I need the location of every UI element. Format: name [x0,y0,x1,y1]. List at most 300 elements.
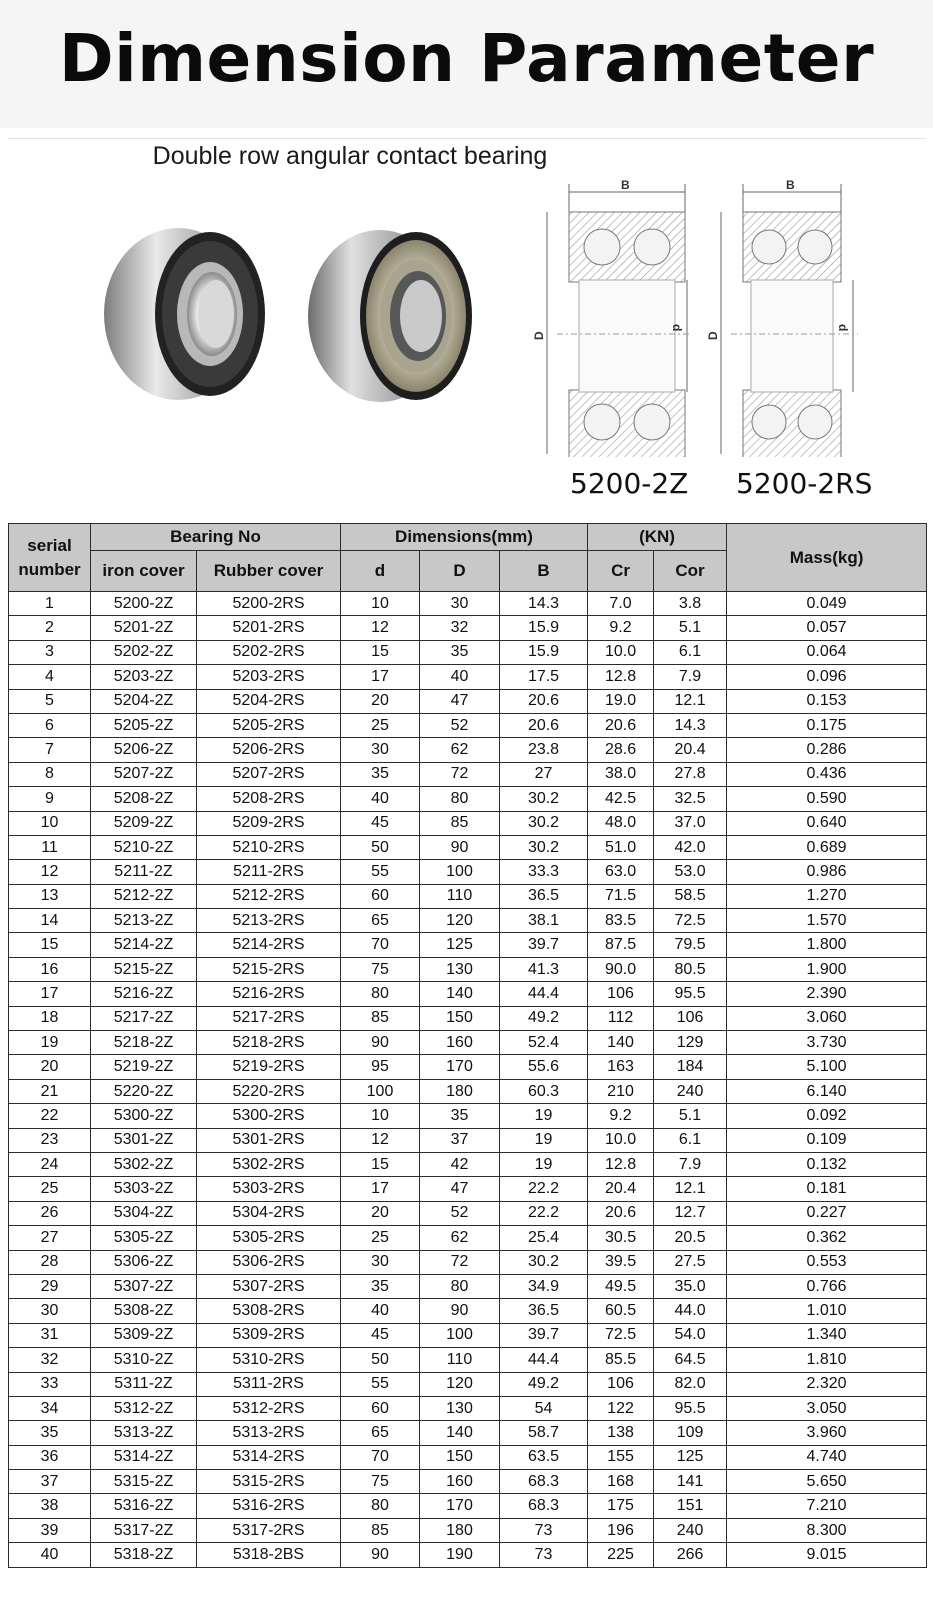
mass-cell: 0.362 [727,1226,927,1250]
rubber-cover-cell: 5210-2RS [197,835,341,859]
iron-cover-cell: 5206-2Z [91,738,197,762]
cr-cell: 28.6 [588,738,654,762]
bore-cell: 65 [341,1421,420,1445]
table-row [9,1348,927,1372]
bore-cell: 15 [341,640,420,664]
rubber-cover-cell: 5218-2RS [197,1031,341,1055]
mass-cell: 8.300 [727,1518,927,1542]
table-row [9,1079,927,1103]
iron-cover-cell: 5307-2Z [91,1274,197,1298]
width-cell: 20.6 [500,689,588,713]
header-bearing-no: Bearing No [91,524,341,551]
width-cell: 30.2 [500,835,588,859]
width-label-b: B [621,178,630,192]
serial-cell: 30 [9,1299,91,1323]
header-mass: Mass(kg) [727,524,927,592]
cor-cell: 64.5 [654,1348,727,1372]
bore-cell: 80 [341,1494,420,1518]
outer-diameter-cell: 42 [420,1152,500,1176]
iron-cover-cell: 5203-2Z [91,665,197,689]
header-iron-cover: iron cover [91,551,197,592]
serial-cell: 25 [9,1177,91,1201]
outer-diameter-cell: 100 [420,1323,500,1347]
cr-cell: 106 [588,982,654,1006]
rubber-cover-cell: 5200-2RS [197,592,341,616]
model-label-2z: 5200-2Z [570,467,689,500]
outer-diameter-cell: 130 [420,1396,500,1420]
serial-cell: 15 [9,933,91,957]
rubber-cover-cell: 5311-2RS [197,1372,341,1396]
outer-diameter-cell: 72 [420,1250,500,1274]
bore-cell: 70 [341,1445,420,1469]
serial-cell: 34 [9,1396,91,1420]
header-outer-d: D [420,551,500,592]
rubber-cover-cell: 5305-2RS [197,1226,341,1250]
cr-cell: 20.6 [588,713,654,737]
cr-cell: 138 [588,1421,654,1445]
serial-cell: 36 [9,1445,91,1469]
mass-cell: 0.553 [727,1250,927,1274]
header-serial-number: serial number [9,524,91,592]
iron-cover-cell: 5303-2Z [91,1177,197,1201]
cr-cell: 9.2 [588,1104,654,1128]
width-cell: 58.7 [500,1421,588,1445]
serial-cell: 14 [9,909,91,933]
cr-cell: 12.8 [588,1152,654,1176]
inner-label-d: d [670,324,684,332]
width-cell: 54 [500,1396,588,1420]
serial-cell: 11 [9,835,91,859]
bore-cell: 85 [341,1518,420,1542]
cr-cell: 90.0 [588,957,654,981]
serial-cell: 26 [9,1201,91,1225]
width-cell: 73 [500,1518,588,1542]
bore-cell: 17 [341,1177,420,1201]
rubber-cover-cell: 5208-2RS [197,787,341,811]
table-row [9,592,927,616]
cor-cell: 125 [654,1445,727,1469]
width-cell: 55.6 [500,1055,588,1079]
outer-diameter-cell: 125 [420,933,500,957]
width-cell: 22.2 [500,1201,588,1225]
mass-cell: 0.286 [727,738,927,762]
width-cell: 23.8 [500,738,588,762]
cor-cell: 27.5 [654,1250,727,1274]
table-row [9,1177,927,1201]
serial-cell: 39 [9,1518,91,1542]
rubber-cover-cell: 5206-2RS [197,738,341,762]
mass-cell: 1.570 [727,909,927,933]
bore-cell: 60 [341,1396,420,1420]
mass-cell: 0.181 [727,1177,927,1201]
serial-cell: 37 [9,1470,91,1494]
header-bore-d: d [341,551,420,592]
table-body [9,592,927,1568]
cor-cell: 82.0 [654,1372,727,1396]
iron-cover-cell: 5217-2Z [91,1006,197,1030]
width-cell: 25.4 [500,1226,588,1250]
serial-cell: 6 [9,713,91,737]
cr-cell: 20.6 [588,1201,654,1225]
cr-cell: 71.5 [588,884,654,908]
outer-diameter-cell: 35 [420,1104,500,1128]
table-row [9,1274,927,1298]
mass-cell: 1.010 [727,1299,927,1323]
rubber-cover-cell: 5205-2RS [197,713,341,737]
outer-diameter-cell: 80 [420,787,500,811]
width-cell: 41.3 [500,957,588,981]
serial-cell: 5 [9,689,91,713]
outer-diameter-cell: 90 [420,1299,500,1323]
serial-cell: 17 [9,982,91,1006]
cor-cell: 20.5 [654,1226,727,1250]
cor-cell: 7.9 [654,665,727,689]
outer-diameter-cell: 140 [420,1421,500,1445]
header-width-b: B [500,551,588,592]
serial-cell: 8 [9,762,91,786]
serial-cell: 2 [9,616,91,640]
cor-cell: 42.0 [654,835,727,859]
cor-cell: 151 [654,1494,727,1518]
bearing-diagram-2z [527,172,697,457]
cr-cell: 20.4 [588,1177,654,1201]
rubber-cover-cell: 5217-2RS [197,1006,341,1030]
iron-cover-cell: 5314-2Z [91,1445,197,1469]
mass-cell: 0.109 [727,1128,927,1152]
serial-cell: 7 [9,738,91,762]
mass-cell: 0.057 [727,616,927,640]
iron-cover-cell: 5201-2Z [91,616,197,640]
outer-diameter-cell: 90 [420,835,500,859]
serial-cell: 38 [9,1494,91,1518]
serial-cell: 13 [9,884,91,908]
iron-cover-cell: 5207-2Z [91,762,197,786]
width-cell: 34.9 [500,1274,588,1298]
iron-cover-cell: 5211-2Z [91,860,197,884]
rubber-cover-cell: 5212-2RS [197,884,341,908]
width-cell: 49.2 [500,1372,588,1396]
serial-cell: 27 [9,1226,91,1250]
serial-cell: 4 [9,665,91,689]
iron-cover-cell: 5200-2Z [91,592,197,616]
table-row [9,1421,927,1445]
table-row [9,1470,927,1494]
outer-diameter-cell: 150 [420,1445,500,1469]
bore-cell: 10 [341,592,420,616]
serial-cell: 3 [9,640,91,664]
cor-cell: 6.1 [654,1128,727,1152]
width-cell: 52.4 [500,1031,588,1055]
mass-cell: 9.015 [727,1543,927,1567]
rubber-cover-cell: 5307-2RS [197,1274,341,1298]
product-subtitle: Double row angular contact bearing [152,142,548,170]
bearing-diagram-2rs [703,172,873,457]
cor-cell: 5.1 [654,1104,727,1128]
rubber-cover-cell: 5318-2BS [197,1543,341,1567]
cor-cell: 109 [654,1421,727,1445]
cr-cell: 10.0 [588,640,654,664]
serial-cell: 20 [9,1055,91,1079]
bore-cell: 80 [341,982,420,1006]
bore-cell: 40 [341,787,420,811]
iron-cover-cell: 5213-2Z [91,909,197,933]
width-cell: 19 [500,1152,588,1176]
mass-cell: 1.900 [727,957,927,981]
cor-cell: 129 [654,1031,727,1055]
serial-cell: 19 [9,1031,91,1055]
bore-cell: 100 [341,1079,420,1103]
cr-cell: 63.0 [588,860,654,884]
bore-cell: 45 [341,811,420,835]
mass-cell: 0.092 [727,1104,927,1128]
cor-cell: 44.0 [654,1299,727,1323]
width-label-b-2: B [786,178,795,192]
serial-cell: 40 [9,1543,91,1567]
width-cell: 68.3 [500,1470,588,1494]
bore-cell: 60 [341,884,420,908]
bore-cell: 12 [341,1128,420,1152]
table-row [9,1128,927,1152]
outer-diameter-cell: 47 [420,1177,500,1201]
bore-cell: 12 [341,616,420,640]
cor-cell: 32.5 [654,787,727,811]
bore-cell: 75 [341,957,420,981]
iron-cover-cell: 5313-2Z [91,1421,197,1445]
serial-cell: 16 [9,957,91,981]
cor-cell: 14.3 [654,713,727,737]
outer-diameter-cell: 170 [420,1494,500,1518]
iron-cover-cell: 5209-2Z [91,811,197,835]
outer-diameter-cell: 180 [420,1518,500,1542]
cr-cell: 122 [588,1396,654,1420]
outer-diameter-cell: 100 [420,860,500,884]
rubber-cover-cell: 5203-2RS [197,665,341,689]
cor-cell: 27.8 [654,762,727,786]
bore-cell: 75 [341,1470,420,1494]
serial-cell: 23 [9,1128,91,1152]
table-row [9,616,927,640]
width-cell: 27 [500,762,588,786]
bore-cell: 20 [341,1201,420,1225]
mass-cell: 0.640 [727,811,927,835]
iron-cover-cell: 5304-2Z [91,1201,197,1225]
table-row [9,1104,927,1128]
outer-diameter-cell: 35 [420,640,500,664]
cr-cell: 210 [588,1079,654,1103]
bore-cell: 90 [341,1543,420,1567]
width-cell: 63.5 [500,1445,588,1469]
bore-cell: 10 [341,1104,420,1128]
cor-cell: 37.0 [654,811,727,835]
cor-cell: 79.5 [654,933,727,957]
cor-cell: 12.1 [654,1177,727,1201]
rubber-cover-cell: 5301-2RS [197,1128,341,1152]
table-row [9,982,927,1006]
width-cell: 22.2 [500,1177,588,1201]
cr-cell: 175 [588,1494,654,1518]
bore-cell: 50 [341,1348,420,1372]
cor-cell: 141 [654,1470,727,1494]
table-row [9,1396,927,1420]
bore-cell: 45 [341,1323,420,1347]
iron-cover-cell: 5205-2Z [91,713,197,737]
cr-cell: 72.5 [588,1323,654,1347]
rubber-cover-cell: 5216-2RS [197,982,341,1006]
outer-diameter-cell: 32 [420,616,500,640]
header-cr: Cr [588,551,654,592]
outer-diameter-cell: 130 [420,957,500,981]
outer-label-d: D [532,331,546,340]
cr-cell: 38.0 [588,762,654,786]
width-cell: 14.3 [500,592,588,616]
mass-cell: 0.096 [727,665,927,689]
table-row [9,957,927,981]
rubber-cover-cell: 5213-2RS [197,909,341,933]
iron-shield-bearing-image [300,220,480,410]
cor-cell: 72.5 [654,909,727,933]
iron-cover-cell: 5308-2Z [91,1299,197,1323]
serial-cell: 21 [9,1079,91,1103]
table-row [9,1006,927,1030]
rubber-seal-bearing-image [100,220,270,405]
bore-cell: 20 [341,689,420,713]
mass-cell: 0.436 [727,762,927,786]
iron-cover-cell: 5300-2Z [91,1104,197,1128]
cr-cell: 42.5 [588,787,654,811]
width-cell: 39.7 [500,1323,588,1347]
table-row [9,1226,927,1250]
cr-cell: 60.5 [588,1299,654,1323]
rubber-cover-cell: 5308-2RS [197,1299,341,1323]
iron-cover-cell: 5218-2Z [91,1031,197,1055]
rubber-cover-cell: 5214-2RS [197,933,341,957]
outer-diameter-cell: 80 [420,1274,500,1298]
cr-cell: 10.0 [588,1128,654,1152]
bore-cell: 17 [341,665,420,689]
cr-cell: 19.0 [588,689,654,713]
rubber-cover-cell: 5314-2RS [197,1445,341,1469]
cr-cell: 7.0 [588,592,654,616]
width-cell: 39.7 [500,933,588,957]
rubber-cover-cell: 5219-2RS [197,1055,341,1079]
width-cell: 15.9 [500,616,588,640]
width-cell: 20.6 [500,713,588,737]
table-row [9,1299,927,1323]
mass-cell: 1.340 [727,1323,927,1347]
iron-cover-cell: 5212-2Z [91,884,197,908]
mass-cell: 0.689 [727,835,927,859]
mass-cell: 3.960 [727,1421,927,1445]
serial-cell: 1 [9,592,91,616]
cr-cell: 112 [588,1006,654,1030]
width-cell: 49.2 [500,1006,588,1030]
mass-cell: 3.060 [727,1006,927,1030]
outer-label-d-2: D [706,331,720,340]
outer-diameter-cell: 52 [420,1201,500,1225]
cr-cell: 196 [588,1518,654,1542]
cr-cell: 106 [588,1372,654,1396]
outer-diameter-cell: 110 [420,1348,500,1372]
mass-cell: 5.650 [727,1470,927,1494]
outer-diameter-cell: 180 [420,1079,500,1103]
serial-cell: 35 [9,1421,91,1445]
rubber-cover-cell: 5303-2RS [197,1177,341,1201]
bore-cell: 25 [341,1226,420,1250]
table-row [9,665,927,689]
rubber-cover-cell: 5201-2RS [197,616,341,640]
rubber-cover-cell: 5304-2RS [197,1201,341,1225]
iron-cover-cell: 5316-2Z [91,1494,197,1518]
bore-cell: 15 [341,1152,420,1176]
header-rubber-cover: Rubber cover [197,551,341,592]
iron-cover-cell: 5301-2Z [91,1128,197,1152]
width-cell: 60.3 [500,1079,588,1103]
width-cell: 30.2 [500,811,588,835]
cr-cell: 12.8 [588,665,654,689]
iron-cover-cell: 5310-2Z [91,1348,197,1372]
cor-cell: 5.1 [654,616,727,640]
cr-cell: 168 [588,1470,654,1494]
table-row [9,884,927,908]
cor-cell: 3.8 [654,592,727,616]
iron-cover-cell: 5312-2Z [91,1396,197,1420]
mass-cell: 4.740 [727,1445,927,1469]
serial-cell: 33 [9,1372,91,1396]
cor-cell: 240 [654,1079,727,1103]
table-row [9,811,927,835]
mass-cell: 5.100 [727,1055,927,1079]
cor-cell: 53.0 [654,860,727,884]
cr-cell: 85.5 [588,1348,654,1372]
iron-cover-cell: 5214-2Z [91,933,197,957]
table-row [9,738,927,762]
table-row [9,689,927,713]
outer-diameter-cell: 30 [420,592,500,616]
inner-label-d-2: d [836,324,850,332]
serial-cell: 9 [9,787,91,811]
cor-cell: 106 [654,1006,727,1030]
bore-cell: 50 [341,835,420,859]
serial-cell: 22 [9,1104,91,1128]
mass-cell: 0.227 [727,1201,927,1225]
table-row [9,1494,927,1518]
iron-cover-cell: 5204-2Z [91,689,197,713]
cor-cell: 266 [654,1543,727,1567]
cor-cell: 35.0 [654,1274,727,1298]
outer-diameter-cell: 110 [420,884,500,908]
outer-diameter-cell: 160 [420,1470,500,1494]
outer-diameter-cell: 120 [420,909,500,933]
iron-cover-cell: 5302-2Z [91,1152,197,1176]
cr-cell: 83.5 [588,909,654,933]
table-row [9,1201,927,1225]
cor-cell: 184 [654,1055,727,1079]
mass-cell: 0.064 [727,640,927,664]
rubber-cover-cell: 5306-2RS [197,1250,341,1274]
table-row [9,909,927,933]
iron-cover-cell: 5317-2Z [91,1518,197,1542]
cr-cell: 51.0 [588,835,654,859]
rubber-cover-cell: 5312-2RS [197,1396,341,1420]
table-row [9,1250,927,1274]
mass-cell: 0.175 [727,713,927,737]
iron-cover-cell: 5306-2Z [91,1250,197,1274]
iron-cover-cell: 5219-2Z [91,1055,197,1079]
bore-cell: 85 [341,1006,420,1030]
bore-cell: 55 [341,860,420,884]
rubber-cover-cell: 5202-2RS [197,640,341,664]
mass-cell: 3.050 [727,1396,927,1420]
